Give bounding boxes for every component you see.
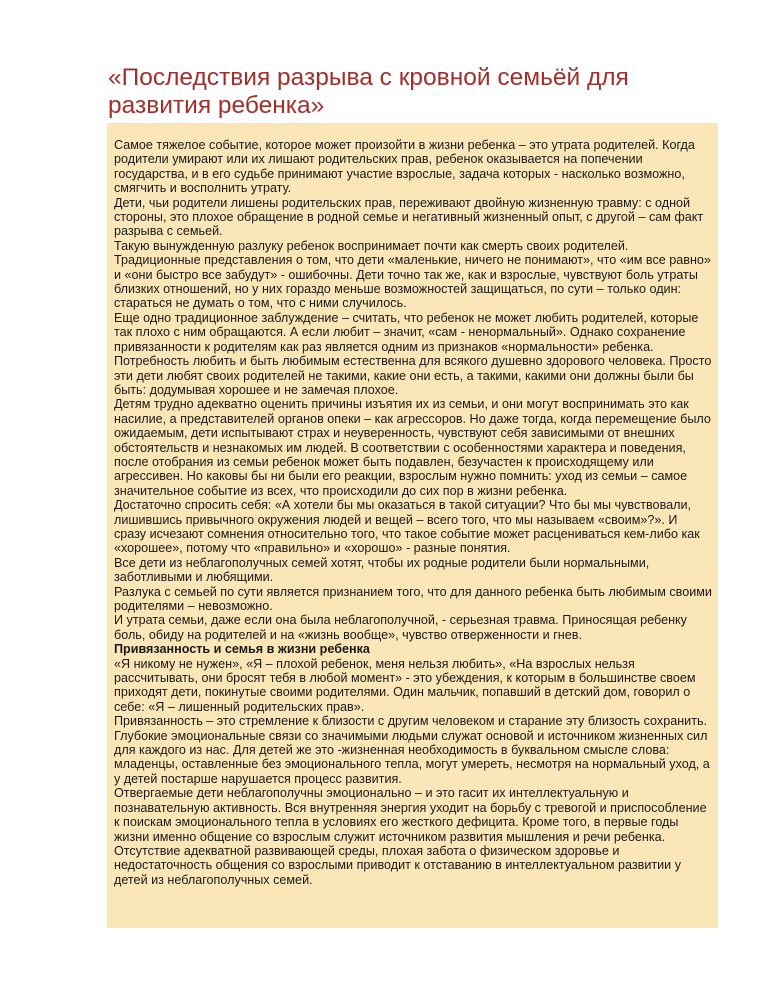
paragraph: Такую вынужденную разлуку ребенок воспринимает почти как смерть своих родителей. Традиционные представления о том, что дети «маленькие, ничего не понимают», что «им все равно» и «они быстро все забудут» - ошибочны. Дети точно так же, как и взрослые, чувствуют боль утраты близких отношений, но у них гораздо меньше возможностей защищаться, по сути – только один: стараться не думать о том, что с ними случилось. (114, 238, 711, 311)
document-title: «Последствия разрыва с кровной семьёй для развития ребенка» (108, 64, 629, 119)
paragraph: Глубокие эмоциональные связи со значимыми людьми служат основой и источником жизненных сил для каждого из нас. Для детей же это -жизненная необходимость в буквальном смысле слова: младенцы, оставленные без эмоционального тепла, могут умереть, несмотря на нормальный уход, а у детей постарше нарушается процесс развития. (114, 728, 710, 786)
paragraph: Отвергаемые дети неблагополучны эмоционально – и это гасит их интеллектуальную и познавательную активность. Вся внутренняя энергия уходит на борьбу с тревогой и приспособление к поискам эмоционального тепла в условиях его жесткого дефицита. Кроме того, в первые годы жизни именно общение со взрослым служит источником развития мышления и речи ребенка. Отсутствие адекватной развивающей среды, плохая забота о физическом здоровье и недостаточность общения со взрослыми приводит к отставанию в интеллектуальном развитии у детей из неблагополучных семей. (114, 786, 707, 887)
paragraph: Все дети из неблагополучных семей хотят, чтобы их родные родители были нормальными, заботливыми и любящими. (114, 555, 650, 585)
paragraph: «Я никому не нужен», «Я – плохой ребенок, меня нельзя любить», «На взрослых нельзя рассчитывать, они бросят тебя в любой момент» - это убеждения, к которым в большинстве своем приходят дети, покинутые своими родителями. Один мальчик, попавший в детский дом, говорил о себе: «Я – лишенный родительских прав». (114, 656, 696, 714)
paragraph: Дети, чьи родители лишены родительских прав, переживают двойную жизненную травму: с одной стороны, это плохое обращение в родной семье и негативный жизненный опыт, с другой – сам факт разрыва с семьей. (114, 195, 704, 239)
text-box (107, 123, 718, 928)
paragraph: Разлука с семьей по сути является признанием того, что для данного ребенка быть любимым своими родителями – невозможно. (114, 584, 712, 613)
paragraph: И утрата семьи, даже если она была неблагополучной, - серьезная травма. Приносящая ребенку боль, обиду на родителей и на «жизнь вообще», чувство отверженности и гнев. (114, 613, 687, 642)
paragraph: Детям трудно адекватно оценить причины изъятия их из семьи, и они могут воспринимать это как насилие, а представителей органов опеки – как агрессоров. Но даже тогда, когда перемещение было ожидаемым, дети испытывают страх и неуверенность, чувствуют себя зависимыми от внешних обстоятельств и незнакомых им людей. В соответствии с особенностями характера и поведения, после отобрания из семьи ребенок может быть подавлен, безучастен к происходящему или агрессивен. Но каковы бы ни были его реакции, взрослым нужно помнить: уход из семьи – самое значительное событие из всех, что происходили до сих пор в жизни ребенка. (114, 397, 711, 498)
paragraph: Привязанность – это стремление к близости с другим человеком и старание эту близость сохранить. (114, 714, 708, 729)
section-heading: Привязанность и семья в жизни ребенка (114, 642, 370, 657)
paragraph: Достаточно спросить себя: «А хотели бы мы оказаться в такой ситуации? Что бы мы чувствовали, лишившись привычного окружения людей и вещей – всего того, что мы называем «своим»?». И сразу исчезают сомнения относительно того, что такое событие может расцениваться кем-либо как «хорошее», потому что «правильно» и «хорошо» - разные понятия. (114, 498, 700, 556)
paragraph: Еще одно традиционное заблуждение – считать, что ребенок не может любить родителей, которые так плохо с ним обращаются. А если любит – значит, «сам - ненормальный». Однако сохранение привязанности к родителям как раз является одним из признаков «нормальности» ребенка. Потребность любить и быть любимым естественна для всякого душевно здорового человека. Просто эти дети любят своих родителей не такими, какие они есть, а такими, какими они должны были бы быть: додумывая хорошее и не замечая плохое. (114, 310, 712, 397)
paragraph: Самое тяжелое событие, которое может произойти в жизни ребенка – это утрата родителей. Когда родители умирают или их лишают родительских прав, ребенок оказывается на попечении государства, и в его судьбе принимают участие взрослые, задача которых - насколько возможно, смягчить и восполнить утрату. (114, 138, 695, 196)
